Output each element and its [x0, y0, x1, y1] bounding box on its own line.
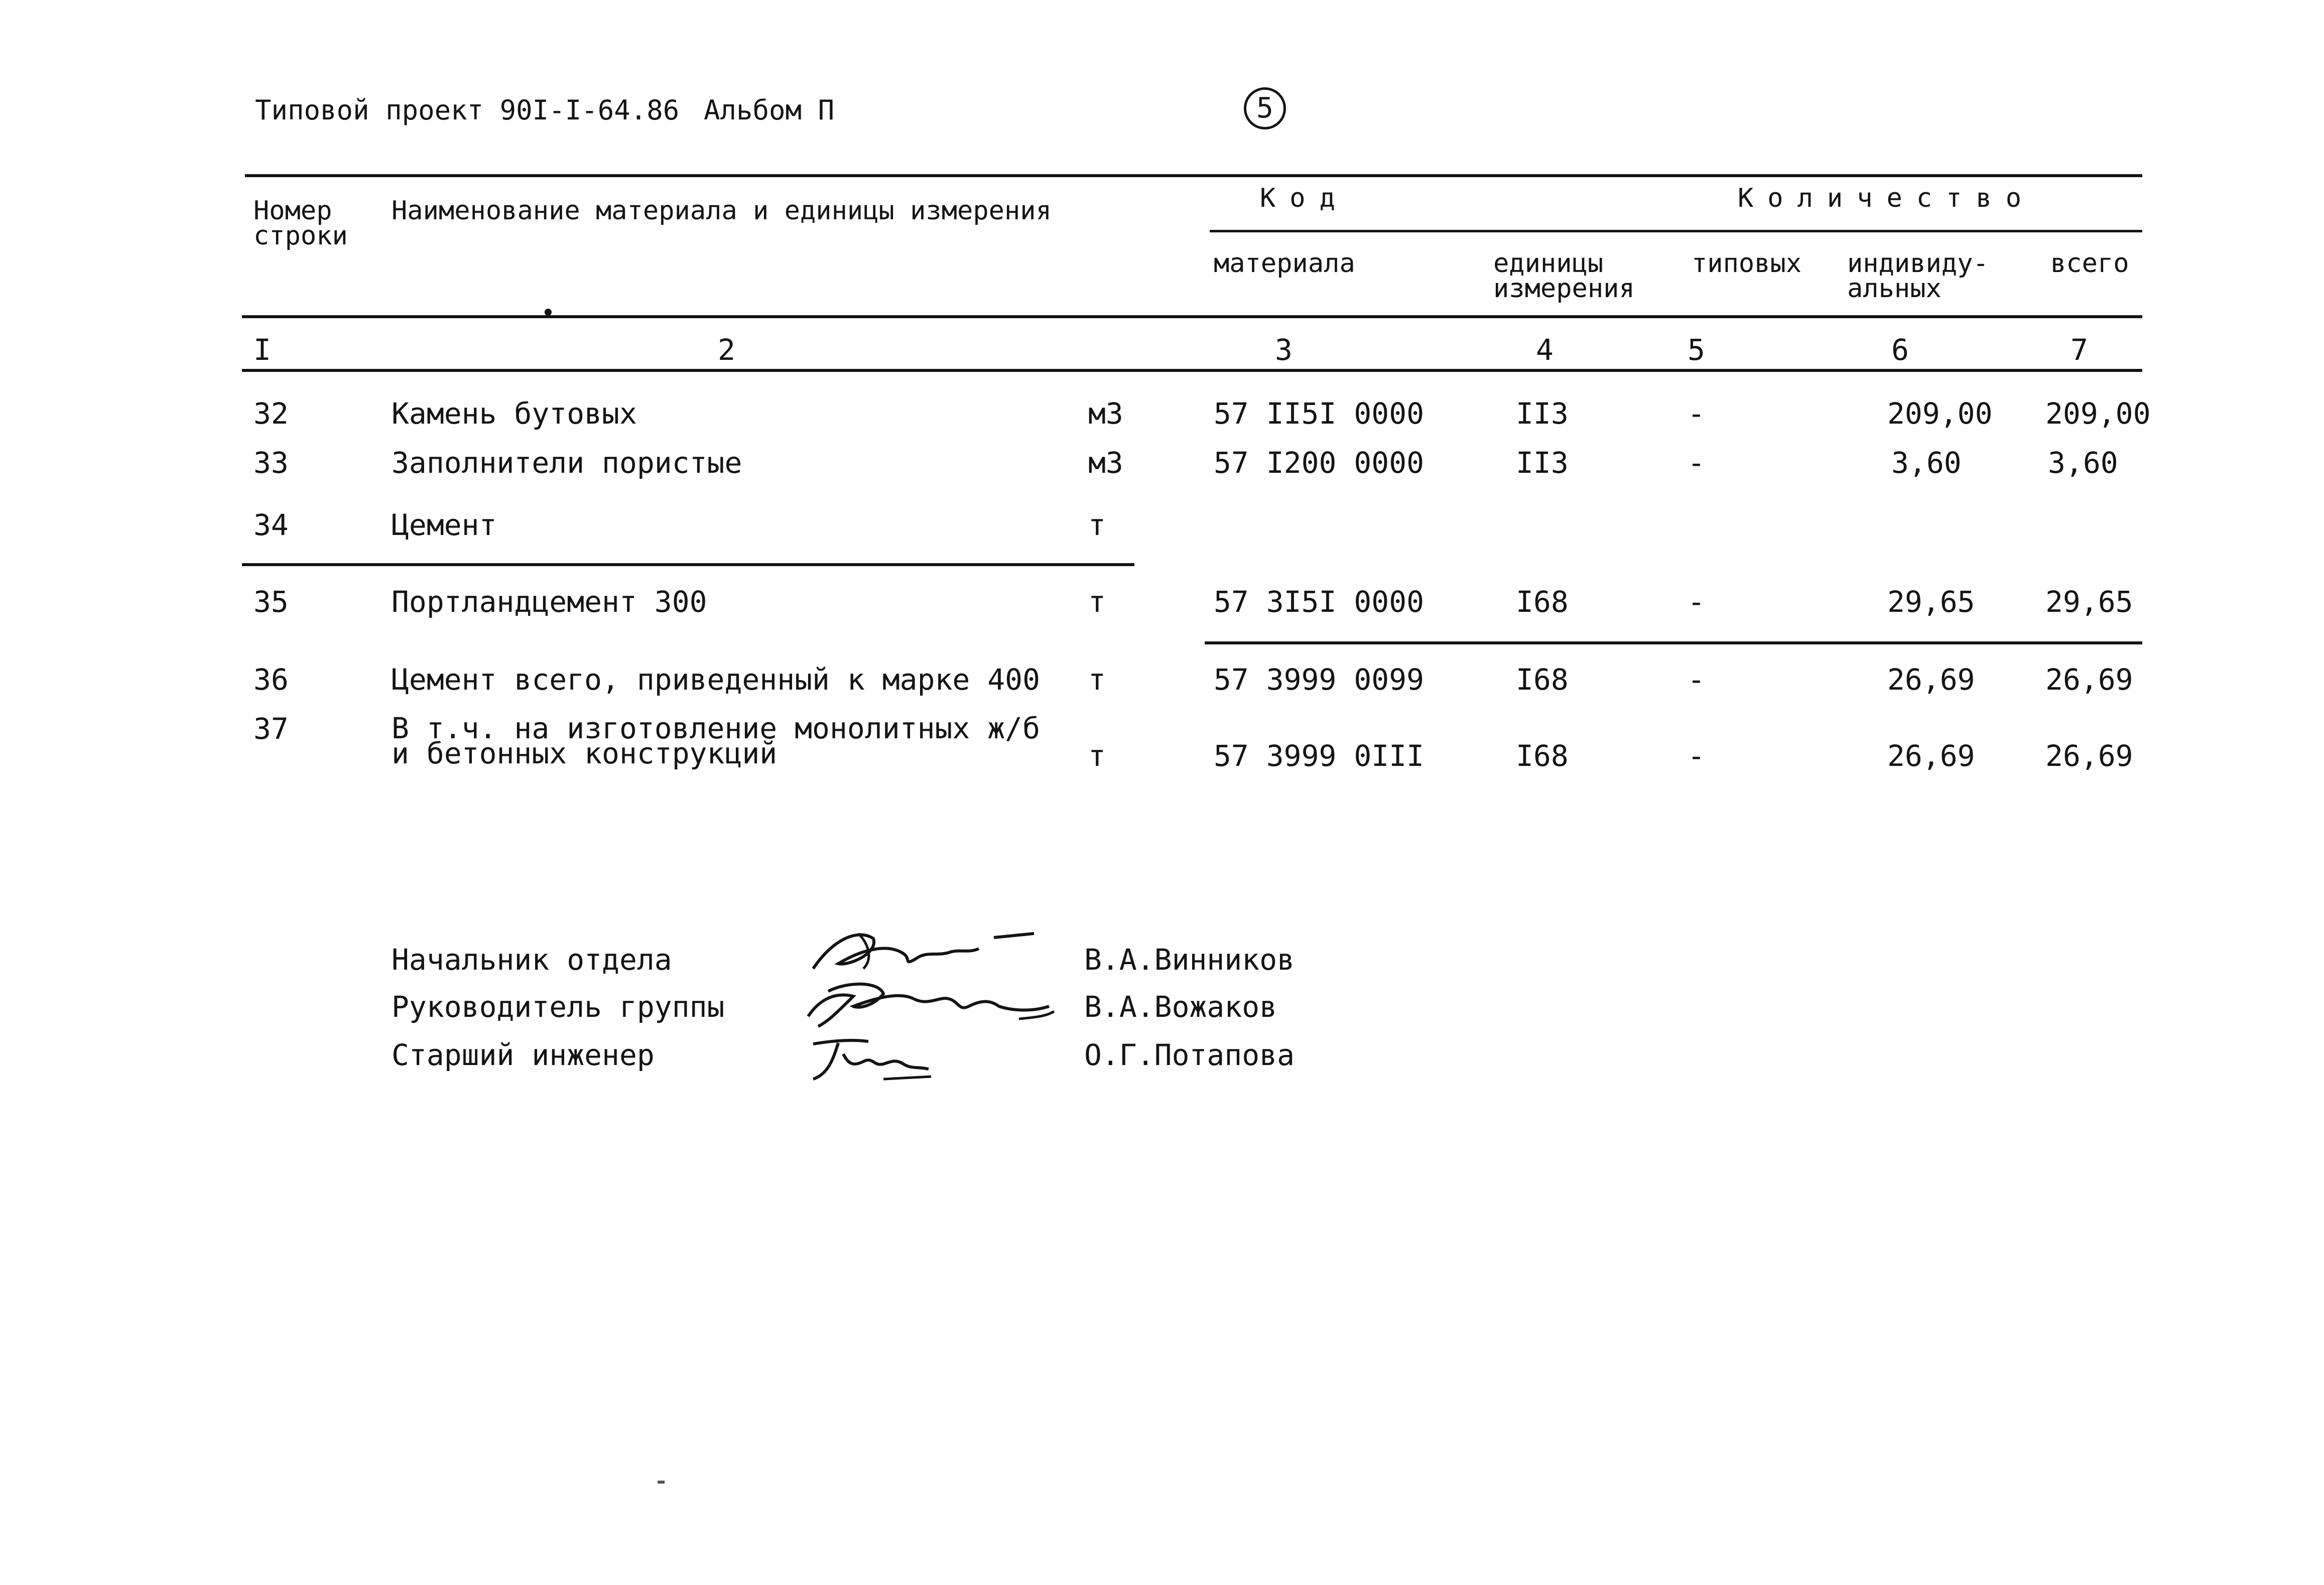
column-number: 3: [1275, 333, 1293, 367]
material-code: 57 I200 0000: [1214, 446, 1425, 480]
material-code: 57 II5I 0000: [1214, 397, 1425, 431]
total-qty: 209,00: [2045, 397, 2151, 431]
material-name: Камень бутовых: [392, 397, 637, 431]
row-number: 34: [253, 508, 289, 542]
page-number: 5: [1256, 92, 1273, 124]
header-qty-individual: индивиду-альных: [1847, 248, 1989, 304]
signatory-position: Начальник отдела: [392, 943, 672, 977]
material-code: 57 3999 0099: [1214, 663, 1425, 697]
individual-qty: 3,60: [1891, 446, 1962, 480]
material-name-line-1: В т.ч. на изготовление монолитных ж/б: [392, 711, 1041, 745]
column-number: 7: [2071, 333, 2088, 367]
header-row-number: Номер строки: [253, 196, 348, 251]
project-title: Типовой проект 90I-I-64.86: [255, 94, 680, 126]
scan-speck: [658, 1481, 665, 1484]
unit-code: I68: [1516, 739, 1569, 773]
material-code: 57 3999 0III: [1214, 739, 1425, 773]
header-quantity: Количество: [1738, 183, 2036, 213]
unit-code: I68: [1516, 585, 1569, 619]
unit: м3: [1088, 397, 1123, 431]
material-name: Заполнители пористые: [392, 446, 742, 480]
header-code-material: материала: [1214, 248, 1355, 279]
ink-dot: [545, 309, 552, 316]
total-qty: 26,69: [2045, 739, 2133, 773]
unit-code: II3: [1516, 446, 1569, 480]
unit: т: [1088, 585, 1106, 619]
handwritten-signature-1: [803, 918, 1044, 979]
header-code-unit: единицы измерения: [1493, 248, 1635, 304]
row-number: 35: [253, 585, 289, 619]
material-name-line-2: и бетонных конструкций: [392, 736, 778, 770]
total-qty: 3,60: [2048, 446, 2118, 480]
typical-qty: -: [1688, 397, 1705, 431]
typical-qty: -: [1688, 446, 1705, 480]
signatory-name: В.А.Винников: [1084, 943, 1295, 977]
total-qty: 29,65: [2045, 585, 2133, 619]
signatory-name: В.А.Вожаков: [1084, 990, 1277, 1024]
individual-qty: 26,69: [1887, 663, 1975, 697]
signatory-position: Старший инженер: [392, 1038, 655, 1072]
unit-code: I68: [1516, 663, 1569, 697]
unit: т: [1088, 663, 1106, 697]
page-number-badge: [1244, 87, 1286, 129]
total-qty: 26,69: [2045, 663, 2133, 697]
signatory-position: Руководитель группы: [392, 990, 725, 1024]
header-qty-typical: типовых: [1692, 248, 1802, 279]
typical-qty: -: [1688, 663, 1705, 697]
material-name: Цемент всего, приведенный к марке 400: [392, 663, 1041, 697]
header-material-name: Наименование материала и единицы измерения: [392, 196, 1052, 226]
header-code: Код: [1260, 183, 1349, 213]
individual-qty: 26,69: [1887, 739, 1975, 773]
unit: т: [1088, 508, 1106, 542]
column-number: 2: [718, 333, 735, 367]
header-qty-total: всего: [2050, 248, 2129, 279]
unit-code: II3: [1516, 397, 1569, 431]
typical-qty: -: [1688, 585, 1705, 619]
column-number: 5: [1688, 333, 1705, 367]
signatory-name: О.Г.Потапова: [1084, 1038, 1295, 1072]
column-number: 4: [1536, 333, 1554, 367]
album-label: Альбом П: [704, 94, 835, 126]
row-number: 37: [253, 712, 289, 746]
material-code: 57 3I5I 0000: [1214, 585, 1425, 619]
individual-qty: 209,00: [1887, 397, 1993, 431]
row-number: 36: [253, 663, 289, 697]
unit: т: [1088, 739, 1106, 773]
column-number: I: [253, 333, 271, 367]
row-number: 33: [253, 446, 289, 480]
material-name: Цемент: [392, 508, 497, 542]
typical-qty: -: [1688, 739, 1705, 773]
unit: м3: [1088, 446, 1123, 480]
handwritten-signature-3: [798, 1024, 949, 1089]
material-name: Портландцемент 300: [392, 585, 707, 619]
row-number: 32: [253, 397, 289, 431]
column-number: 6: [1891, 333, 1909, 367]
individual-qty: 29,65: [1887, 585, 1975, 619]
